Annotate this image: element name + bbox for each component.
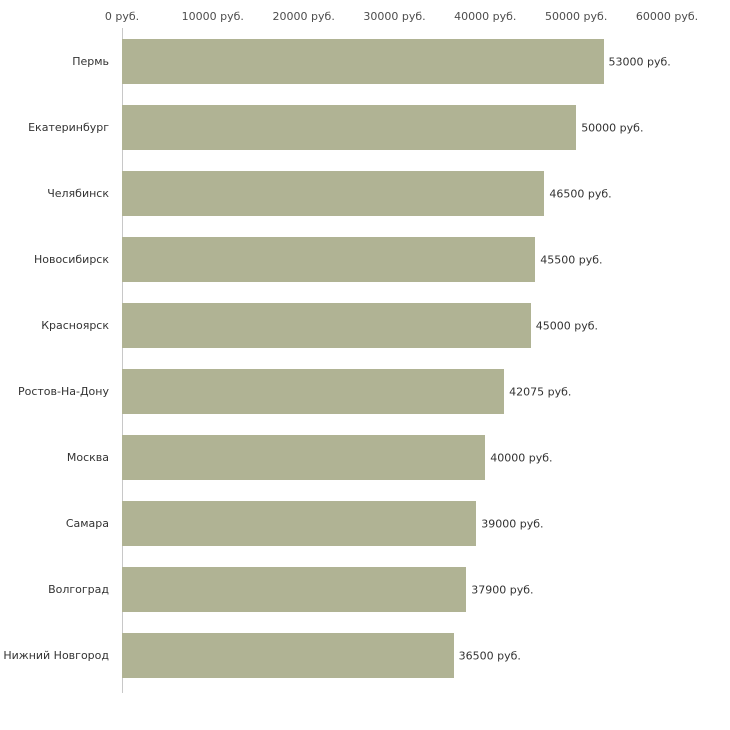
bar[interactable] <box>122 567 466 612</box>
bar-value-label: 36500 руб. <box>458 649 521 662</box>
bar-row[interactable] <box>122 567 667 612</box>
category-label-row <box>0 435 115 480</box>
bar-row[interactable] <box>122 633 667 678</box>
bar-value-label: 37900 руб. <box>471 583 534 596</box>
bar-row[interactable] <box>122 303 667 348</box>
bar-value-label: 39000 руб. <box>481 517 544 530</box>
category-label: Москва <box>66 451 109 464</box>
category-label-row <box>0 39 115 84</box>
plot-area <box>3 28 671 693</box>
x-tick-label-6: 60000 руб. <box>635 10 699 23</box>
bar-row[interactable] <box>122 435 667 480</box>
bar-row[interactable] <box>122 237 667 282</box>
x-axis-tick-labels <box>0 10 730 26</box>
bar-value-label: 45000 руб. <box>535 319 599 332</box>
bar[interactable] <box>122 171 544 216</box>
category-label: Новосибирск <box>33 253 109 266</box>
bar-value-label: 45500 руб. <box>540 253 603 266</box>
category-label: Ростов-На-Дону <box>17 385 109 398</box>
category-label-row <box>0 237 115 282</box>
category-label: Нижний Новгород <box>3 649 109 662</box>
bar-row[interactable] <box>122 501 667 546</box>
category-label-row <box>0 369 115 414</box>
bar-value-label: 50000 руб. <box>581 121 644 134</box>
category-label: Пермь <box>72 55 109 68</box>
category-label-row <box>0 633 115 678</box>
category-label-row <box>0 105 115 150</box>
bar-row[interactable] <box>122 369 667 414</box>
bar-row[interactable] <box>122 171 667 216</box>
x-tick-label-2: 20000 руб. <box>272 10 335 23</box>
category-label-row <box>0 501 115 546</box>
bar[interactable] <box>122 303 531 348</box>
bar[interactable] <box>122 369 504 414</box>
bar-row[interactable] <box>122 39 671 84</box>
category-label: Челябинск <box>47 187 109 200</box>
bar[interactable] <box>122 237 535 282</box>
category-label-row <box>0 303 115 348</box>
bar[interactable] <box>122 435 485 480</box>
bar-value-label: 42075 руб. <box>509 385 572 398</box>
bar[interactable] <box>122 105 576 150</box>
x-tick-label-5: 50000 руб. <box>545 10 608 23</box>
bar-value-label: 46500 руб. <box>549 187 612 200</box>
x-tick-label-3: 30000 руб. <box>363 10 426 23</box>
x-tick-label-1: 10000 руб. <box>181 10 244 23</box>
x-tick-label-0: 0 руб. <box>104 10 140 23</box>
x-tick-label-4: 40000 руб. <box>454 10 517 23</box>
bar[interactable] <box>122 39 604 84</box>
category-label-row <box>0 171 115 216</box>
bar-value-label: 40000 руб. <box>490 451 553 464</box>
bar-value-label: 53000 руб. <box>608 55 671 68</box>
bar[interactable] <box>122 501 476 546</box>
category-label: Самара <box>65 517 109 530</box>
category-label-row <box>0 567 115 612</box>
category-label: Екатеринбург <box>28 121 109 134</box>
bar[interactable] <box>122 633 454 678</box>
category-label: Красноярск <box>41 319 109 332</box>
category-label: Волгоград <box>48 583 109 596</box>
bar-row[interactable] <box>122 105 667 150</box>
